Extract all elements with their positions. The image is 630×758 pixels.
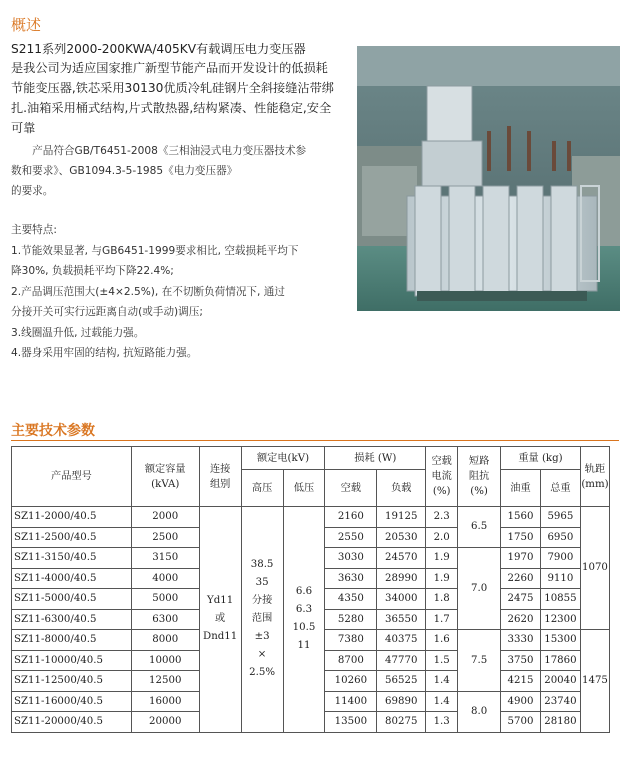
oil-weight-cell: 2260 — [501, 568, 541, 589]
no-load-current-cell: 1.8 — [426, 589, 458, 610]
load-loss-cell: 40375 — [377, 630, 426, 651]
gauge-cell: 1070 — [580, 507, 609, 630]
model-cell: SZ11-20000/40.5 — [12, 712, 132, 733]
load-loss-cell: 36550 — [377, 609, 426, 630]
oil-weight-cell: 1970 — [501, 548, 541, 569]
features-title: 主要特点: — [11, 224, 57, 236]
oil-weight-cell: 4900 — [501, 691, 541, 712]
header-loss: 损耗 (W) — [325, 447, 426, 470]
standard-line: 产品符合GB/T6451-2008《三相油浸式电力变压器技术参 — [11, 145, 307, 157]
no-load-loss-cell: 2550 — [325, 527, 377, 548]
capacity-cell: 20000 — [131, 712, 199, 733]
no-load-current-cell: 1.4 — [426, 671, 458, 692]
model-cell: SZ11-4000/40.5 — [12, 568, 132, 589]
load-loss-cell: 19125 — [377, 507, 426, 528]
feature-line: 分接开关可实行远距离自动(或手动)调压; — [11, 306, 203, 318]
header-load-loss: 负载 — [377, 470, 426, 507]
header-no-load-current: 空载 电流 (%) — [426, 447, 458, 507]
total-weight-cell: 10855 — [540, 589, 580, 610]
total-weight-cell: 12300 — [540, 609, 580, 630]
standard-line: 的要求。 — [11, 185, 54, 197]
load-loss-cell: 24570 — [377, 548, 426, 569]
model-cell: SZ11-16000/40.5 — [12, 691, 132, 712]
total-weight-cell: 9110 — [540, 568, 580, 589]
capacity-cell: 3150 — [131, 548, 199, 569]
no-load-loss-cell: 10260 — [325, 671, 377, 692]
header-hv: 高压 — [241, 470, 283, 507]
capacity-cell: 4000 — [131, 568, 199, 589]
capacity-cell: 6300 — [131, 609, 199, 630]
model-cell: SZ11-8000/40.5 — [12, 630, 132, 651]
no-load-loss-cell: 3630 — [325, 568, 377, 589]
oil-weight-cell: 5700 — [501, 712, 541, 733]
capacity-cell: 16000 — [131, 691, 199, 712]
connection-group-cell: Yd11 或 Dnd11 — [199, 507, 241, 733]
oil-weight-cell: 4215 — [501, 671, 541, 692]
feature-line: 1.节能效果显著, 与GB6451-1999要求相比, 空载损耗平均下 — [11, 245, 299, 257]
header-connection: 连接 组别 — [199, 447, 241, 507]
load-loss-cell: 34000 — [377, 589, 426, 610]
total-weight-cell: 23740 — [540, 691, 580, 712]
header-lv: 低压 — [283, 470, 325, 507]
no-load-loss-cell: 4350 — [325, 589, 377, 610]
oil-weight-cell: 1750 — [501, 527, 541, 548]
load-loss-cell: 20530 — [377, 527, 426, 548]
capacity-cell: 2500 — [131, 527, 199, 548]
transformer-photo — [357, 46, 620, 311]
model-cell: SZ11-2500/40.5 — [12, 527, 132, 548]
load-loss-cell: 47770 — [377, 650, 426, 671]
total-weight-cell: 6950 — [540, 527, 580, 548]
total-weight-cell: 15300 — [540, 630, 580, 651]
oil-weight-cell: 2475 — [501, 589, 541, 610]
impedance-cell: 8.0 — [458, 691, 501, 732]
header-rated-capacity: 额定容量 (kVA) — [131, 447, 199, 507]
impedance-cell: 6.5 — [458, 507, 501, 548]
oil-weight-cell: 2620 — [501, 609, 541, 630]
header-no-load-loss: 空载 — [325, 470, 377, 507]
load-loss-cell: 69890 — [377, 691, 426, 712]
no-load-current-cell: 1.4 — [426, 691, 458, 712]
header-row — [12, 447, 610, 470]
no-load-loss-cell: 11400 — [325, 691, 377, 712]
load-loss-cell: 80275 — [377, 712, 426, 733]
no-load-current-cell: 1.6 — [426, 630, 458, 651]
model-cell: SZ11-12500/40.5 — [12, 671, 132, 692]
no-load-loss-cell: 8700 — [325, 650, 377, 671]
spec-table — [11, 446, 610, 733]
oil-weight-cell: 1560 — [501, 507, 541, 528]
no-load-current-cell: 2.3 — [426, 507, 458, 528]
intro-line: 是我公司为适应国家推广新型节能产品而开发设计的低损耗 — [11, 61, 328, 75]
header-weight: 重量 (kg) — [501, 447, 581, 470]
capacity-cell: 12500 — [131, 671, 199, 692]
no-load-loss-cell: 13500 — [325, 712, 377, 733]
table-row — [12, 507, 610, 528]
oil-weight-cell: 3330 — [501, 630, 541, 651]
model-cell: SZ11-2000/40.5 — [12, 507, 132, 528]
specs-heading: 主要技术参数 — [11, 423, 95, 439]
total-weight-cell: 5965 — [540, 507, 580, 528]
oil-weight-cell: 3750 — [501, 650, 541, 671]
no-load-current-cell: 1.3 — [426, 712, 458, 733]
header-impedance: 短路 阻抗 (%) — [458, 447, 501, 507]
capacity-cell: 2000 — [131, 507, 199, 528]
total-weight-cell: 28180 — [540, 712, 580, 733]
capacity-cell: 5000 — [131, 589, 199, 610]
header-rated-voltage: 额定电(kV) — [241, 447, 325, 470]
overview-heading: 概述 — [11, 16, 42, 34]
standard-line: 数和要求》、GB1094.3-5-1985《电力变压器》 — [11, 165, 238, 177]
no-load-current-cell: 1.9 — [426, 548, 458, 569]
model-cell: SZ11-5000/40.5 — [12, 589, 132, 610]
hv-cell: 38.5 35 分接 范围 ±3 × 2.5% — [241, 507, 283, 733]
total-weight-cell: 7900 — [540, 548, 580, 569]
capacity-cell: 10000 — [131, 650, 199, 671]
load-loss-cell: 56525 — [377, 671, 426, 692]
feature-line: 3.线圈温升低, 过载能力强。 — [11, 327, 145, 339]
impedance-cell: 7.5 — [458, 630, 501, 692]
lv-cell: 6.6 6.3 10.5 11 — [283, 507, 325, 733]
capacity-cell: 8000 — [131, 630, 199, 651]
header-model: 产品型号 — [12, 447, 132, 507]
intro-line: 扎.油箱采用桶式结构,片式散热器,结构紧凑、性能稳定,安全 — [11, 101, 332, 115]
feature-line: 4.器身采用牢固的结构, 抗短路能力强。 — [11, 347, 198, 359]
intro-line: 可靠 — [11, 121, 36, 135]
no-load-loss-cell: 7380 — [325, 630, 377, 651]
no-load-current-cell: 1.9 — [426, 568, 458, 589]
no-load-current-cell: 2.0 — [426, 527, 458, 548]
no-load-current-cell: 1.5 — [426, 650, 458, 671]
model-cell: SZ11-3150/40.5 — [12, 548, 132, 569]
no-load-loss-cell: 2160 — [325, 507, 377, 528]
model-cell: SZ11-10000/40.5 — [12, 650, 132, 671]
load-loss-cell: 28990 — [377, 568, 426, 589]
total-weight-cell: 20040 — [540, 671, 580, 692]
total-weight-cell: 17860 — [540, 650, 580, 671]
intro-line: 节能变压器,铁芯采用30130优质冷轧硅钢片全斜接缝沾带绑 — [11, 81, 334, 95]
header-gauge: 轨距 (mm) — [580, 447, 609, 507]
gauge-cell: 1475 — [580, 630, 609, 733]
no-load-loss-cell: 5280 — [325, 609, 377, 630]
no-load-current-cell: 1.7 — [426, 609, 458, 630]
feature-line: 2.产品调压范围大(±4×2.5%), 在不切断负荷情况下, 通过 — [11, 286, 285, 298]
header-total-weight: 总重 — [540, 470, 580, 507]
model-cell: SZ11-6300/40.5 — [12, 609, 132, 630]
feature-line: 降30%, 负载损耗平均下降22.4%; — [11, 265, 174, 277]
impedance-cell: 7.0 — [458, 548, 501, 630]
header-oil-weight: 油重 — [501, 470, 541, 507]
intro-line: S211系列2000-200KWA/405KV有载调压电力变压器 — [11, 42, 306, 56]
heading-divider — [11, 440, 619, 441]
no-load-loss-cell: 3030 — [325, 548, 377, 569]
